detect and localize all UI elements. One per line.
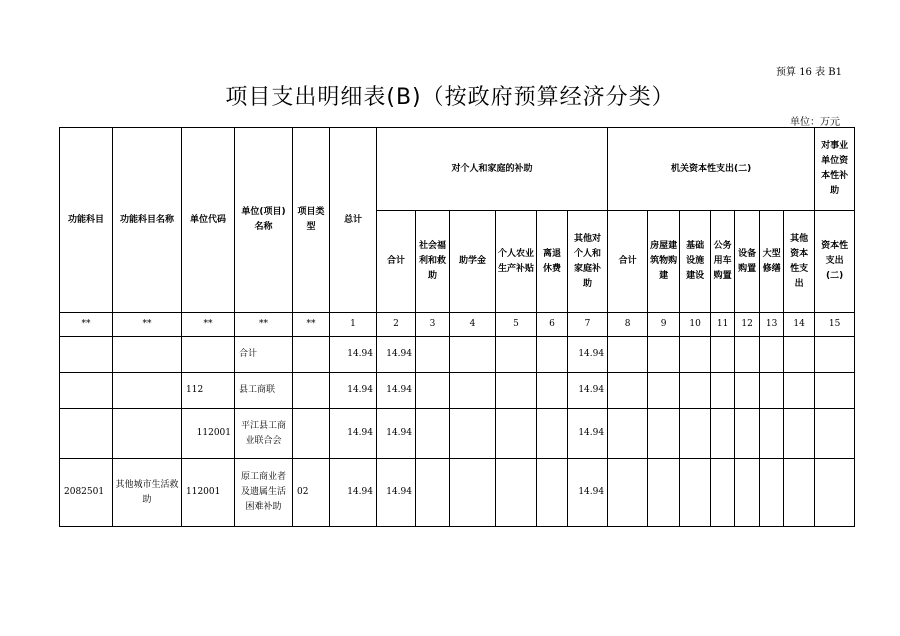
header-unit-code: 单位代码 <box>182 128 235 313</box>
cell-proj-type: 02 <box>293 459 330 527</box>
index-cell: ** <box>182 313 235 337</box>
cell-total: 14.94 <box>330 459 377 527</box>
index-cell: 2 <box>377 313 416 337</box>
cell-total: 14.94 <box>330 373 377 409</box>
cell-proj-type <box>293 409 330 459</box>
cell-func-name <box>113 337 182 373</box>
page-title: 项目支出明细表(B)（按政府预算经济分类） <box>225 85 675 110</box>
cell-unit-code: 112001 <box>182 459 235 527</box>
index-cell: 3 <box>416 313 450 337</box>
cell-func-name: 其他城市生活救助 <box>113 459 182 527</box>
header-total: 总计 <box>330 128 377 313</box>
header-c-infra: 基础设施建设 <box>680 211 711 313</box>
index-cell: 10 <box>680 313 711 337</box>
header-p-welfare: 社会福利和救助 <box>416 211 450 313</box>
cell-proj-type <box>293 373 330 409</box>
cell-func-name <box>113 373 182 409</box>
index-cell: ** <box>293 313 330 337</box>
header-c-other: 其他资本性支出 <box>784 211 815 313</box>
cell-func-code <box>60 337 113 373</box>
header-p-retire: 离退休费 <box>537 211 568 313</box>
header-c-equip: 设备购置 <box>735 211 760 313</box>
index-cell: 9 <box>648 313 680 337</box>
cell-func-name <box>113 409 182 459</box>
cell-unit-name: 县工商联 <box>235 373 293 409</box>
index-cell: ** <box>235 313 293 337</box>
header-c-car: 公务用车购置 <box>711 211 735 313</box>
header-p-total: 合计 <box>377 211 416 313</box>
header-unit-name: 单位(项目)名称 <box>235 128 293 313</box>
header-group-capital: 机关资本性支出(二) <box>608 128 815 211</box>
cell-total: 14.94 <box>330 337 377 373</box>
table-row <box>60 373 855 409</box>
header-proj-type: 项目类型 <box>293 128 330 313</box>
index-cell: 7 <box>568 313 608 337</box>
header-p-other: 其他对个人和家庭补助 <box>568 211 608 313</box>
index-cell: 15 <box>815 313 855 337</box>
cell-p-other: 14.94 <box>568 459 608 527</box>
cell-p-other: 14.94 <box>568 337 608 373</box>
index-cell: ** <box>60 313 113 337</box>
index-cell: 4 <box>450 313 496 337</box>
header-e-capital: 资本性支出(二) <box>815 211 855 313</box>
index-row <box>60 313 855 337</box>
cell-func-code <box>60 409 113 459</box>
header-p-agri: 个人农业生产补贴 <box>496 211 537 313</box>
cell-unit-name: 平江县工商业联合会 <box>235 409 293 459</box>
cell-unit-name: 原工商业者及遗属生活困难补助 <box>235 459 293 527</box>
cell-total: 14.94 <box>330 409 377 459</box>
header-p-grant: 助学金 <box>450 211 496 313</box>
cell-unit-code: 112 <box>182 373 235 409</box>
header-func-name: 功能科目名称 <box>113 128 182 313</box>
index-cell: 5 <box>496 313 537 337</box>
cell-proj-type <box>293 337 330 373</box>
header-c-repair: 大型修缮 <box>760 211 784 313</box>
header-func-code: 功能科目 <box>60 128 113 313</box>
cell-p-total: 14.94 <box>377 337 416 373</box>
table-row <box>60 337 855 373</box>
index-cell: 8 <box>608 313 648 337</box>
header-c-house: 房屋建筑物购建 <box>648 211 680 313</box>
table-code: 预算 16 表 B1 <box>776 67 842 78</box>
table-row <box>60 409 855 459</box>
cell-p-total: 14.94 <box>377 373 416 409</box>
table-row <box>60 459 855 527</box>
index-cell: 11 <box>711 313 735 337</box>
cell-unit-code <box>182 337 235 373</box>
header-group-personal: 对个人和家庭的补助 <box>377 128 608 211</box>
header-group-public: 对事业单位资本性补助 <box>815 128 855 211</box>
index-cell: ** <box>113 313 182 337</box>
index-cell: 13 <box>760 313 784 337</box>
index-cell: 1 <box>330 313 377 337</box>
cell-p-other: 14.94 <box>568 373 608 409</box>
index-cell: 6 <box>537 313 568 337</box>
expense-table <box>59 127 855 527</box>
cell-unit-code: 112001 <box>182 409 235 459</box>
unit-label: 单位：万元 <box>790 117 840 128</box>
index-cell: 14 <box>784 313 815 337</box>
cell-unit-name: 合计 <box>235 337 293 373</box>
header-row-1 <box>60 128 855 211</box>
cell-p-total: 14.94 <box>377 459 416 527</box>
cell-p-other: 14.94 <box>568 409 608 459</box>
index-cell: 12 <box>735 313 760 337</box>
cell-func-code <box>60 373 113 409</box>
cell-p-total: 14.94 <box>377 409 416 459</box>
header-c-total: 合计 <box>608 211 648 313</box>
cell-func-code: 2082501 <box>60 459 113 527</box>
